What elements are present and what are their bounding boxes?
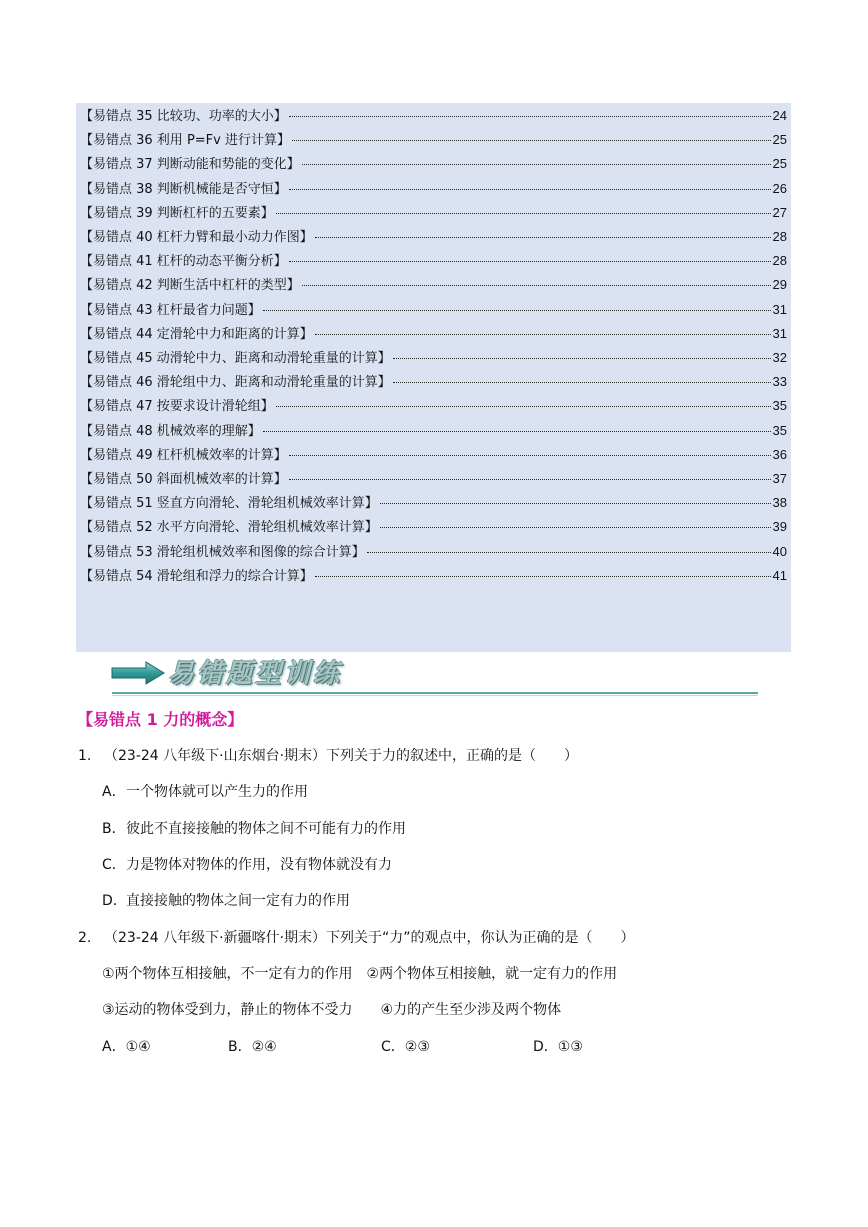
banner-rule [112,692,758,694]
statement-line-1: ①两个物体互相接触，不一定有力的作用 ②两个物体互相接触，就一定有力的作用 [102,966,618,982]
question-number: 2. [78,930,92,946]
toc-leader-dots [276,213,771,214]
option-letter: B． [102,821,126,837]
toc-leader-dots [289,261,771,262]
section-heading: 【易错点 1 力的概念】 [77,710,244,729]
toc-entry-label: 【易错点 46 滑轮组中力、距离和动滑轮重量的计算】 [80,375,391,391]
toc-entry-page: 25 [772,132,787,148]
toc-entry-page: 31 [772,301,787,317]
option-d [102,890,350,912]
toc-entry-page: 40 [772,543,787,559]
toc-entry-page: 33 [772,374,787,390]
toc-entry-label: 【易错点 52 水平方向滑轮、滑轮组机械效率计算】 [80,520,378,536]
toc-entry-page: 28 [772,253,787,269]
question-2 [78,927,635,949]
toc-entry-label: 【易错点 38 判断机械能是否守恒】 [80,181,287,197]
toc-leader-dots [289,189,771,190]
toc-entry-label: 【易错点 45 动滑轮中力、距离和动滑轮重量的计算】 [80,351,391,366]
toc-entry-page: 39 [772,519,787,535]
toc-entry-label: 【易错点 39 判断杠杆的五要素】 [80,205,274,221]
toc-entry-label: 【易错点 41 杠杆的动态平衡分析】 [80,254,287,270]
banner-title: 易错题型训练 [168,659,343,689]
toc-entry-label: 【易错点 51 竖直方向滑轮、滑轮组机械效率计算】 [80,496,378,512]
statement-line-2: ③运动的物体受到力，静止的物体不受力 ④力的产生至少涉及两个物体 [102,1002,562,1018]
toc-entry-page: 38 [772,495,787,511]
toc-entry[interactable] [80,493,787,513]
toc-leader-dots [380,503,771,504]
question-1 [78,745,578,767]
toc-leader-dots [367,552,771,553]
toc-leader-dots [263,431,771,432]
toc-entry-page: 29 [772,277,787,293]
toc-entry[interactable] [80,517,787,537]
toc-entry[interactable] [80,154,787,174]
option-letter: A． [102,784,126,800]
toc-entry-label: 【易错点 40 杠杆力臂和最小动力作图】 [80,230,313,245]
toc-leader-dots [393,358,771,359]
choice-letter: D． [533,1039,558,1055]
toc-entry[interactable] [80,469,787,489]
option-a [102,781,308,803]
toc-entry[interactable] [80,251,787,271]
toc-entry-label: 【易错点 37 判断动能和势能的变化】 [80,157,300,173]
table-of-contents [76,103,791,652]
option-text: 力是物体对物体的作用，没有物体就没有力 [126,857,392,873]
toc-entry-page: 26 [772,180,787,196]
option-letter: C． [102,857,126,873]
toc-entry-page: 36 [772,446,787,462]
option-c [102,854,392,876]
choice-letter: A． [102,1039,126,1055]
toc-entry[interactable] [80,348,787,368]
choice-text: ②③ [404,1039,430,1055]
toc-entry-page: 31 [772,325,787,341]
toc-entry[interactable] [80,396,787,416]
toc-leader-dots [302,164,771,165]
option-b [102,818,406,840]
question-stem: （23-24 八年级下·山东烟台·期末）下列关于力的叙述中，正确的是（ ） [104,748,579,764]
toc-entry[interactable] [80,324,787,344]
choice-letter: B． [228,1039,252,1055]
toc-leader-dots [289,116,771,117]
toc-entry-label: 【易错点 47 按要求设计滑轮组】 [80,399,274,415]
toc-entry[interactable] [80,300,787,320]
toc-entry[interactable] [80,542,787,562]
toc-leader-dots [315,237,771,238]
toc-entry-page: 28 [772,229,787,244]
toc-entry-label: 【易错点 54 滑轮组和浮力的综合计算】 [80,568,313,584]
choice-text: ①③ [557,1039,583,1055]
toc-entry[interactable] [80,130,787,150]
toc-entry[interactable] [80,445,787,465]
choice-b [228,1036,277,1058]
question-number: 1. [78,748,92,764]
toc-leader-dots [315,576,771,577]
toc-entry[interactable] [80,203,787,223]
toc-leader-dots [289,455,771,456]
section-banner [110,657,758,699]
toc-entry[interactable] [80,106,787,126]
toc-entry[interactable] [80,421,787,441]
toc-leader-dots [380,527,771,528]
choice-c [381,1036,430,1058]
toc-entry-label: 【易错点 42 判断生活中杠杆的类型】 [80,278,300,294]
toc-entry-page: 24 [772,108,787,123]
banner-rule-light [112,695,758,696]
toc-leader-dots [276,406,771,407]
option-text: 彼此不直接接触的物体之间不可能有力的作用 [126,821,406,837]
toc-entry[interactable] [80,179,787,199]
option-text: 一个物体就可以产生力的作用 [126,784,308,800]
toc-entry-page: 32 [772,350,787,365]
toc-leader-dots [393,382,771,383]
toc-entry[interactable] [80,372,787,392]
right-arrow-icon [110,660,166,686]
choice-text: ①④ [125,1039,151,1055]
toc-entry[interactable] [80,566,787,586]
toc-leader-dots [289,479,771,480]
choice-d [533,1036,583,1058]
toc-entry-page: 41 [772,567,787,583]
toc-entry-label: 【易错点 53 滑轮组机械效率和图像的综合计算】 [80,544,365,560]
toc-entry-label: 【易错点 48 机械效率的理解】 [80,423,261,439]
toc-entry-label: 【易错点 49 杠杆机械效率的计算】 [80,447,287,463]
question-stem: （23-24 八年级下·新疆喀什·期末）下列关于“力”的观点中，你认为正确的是（ ） [104,930,635,946]
choice-letter: C． [381,1039,405,1055]
choice-a [102,1036,151,1058]
toc-entry[interactable] [80,275,787,295]
toc-entry-label: 【易错点 36 利用 P=Fv 进行计算】 [80,133,290,149]
option-text: 直接接触的物体之间一定有力的作用 [126,893,350,909]
toc-leader-dots [263,310,771,311]
toc-entry-label: 【易错点 50 斜面机械效率的计算】 [80,472,287,487]
toc-entry-page: 37 [772,471,787,486]
toc-leader-dots [302,285,771,286]
toc-leader-dots [292,140,771,141]
toc-leader-dots [315,334,771,335]
choice-text: ②④ [251,1039,277,1055]
toc-entry-label: 【易错点 44 定滑轮中力和距离的计算】 [80,326,313,342]
toc-entry-page: 35 [772,422,787,438]
toc-entry[interactable] [80,227,787,247]
toc-entry-page: 25 [772,156,787,172]
toc-entry-page: 27 [772,204,787,220]
toc-entry-page: 35 [772,398,787,414]
option-letter: D． [102,893,127,909]
toc-entry-label: 【易错点 35 比较功、功率的大小】 [80,109,287,124]
toc-entry-label: 【易错点 43 杠杆最省力问题】 [80,302,261,318]
